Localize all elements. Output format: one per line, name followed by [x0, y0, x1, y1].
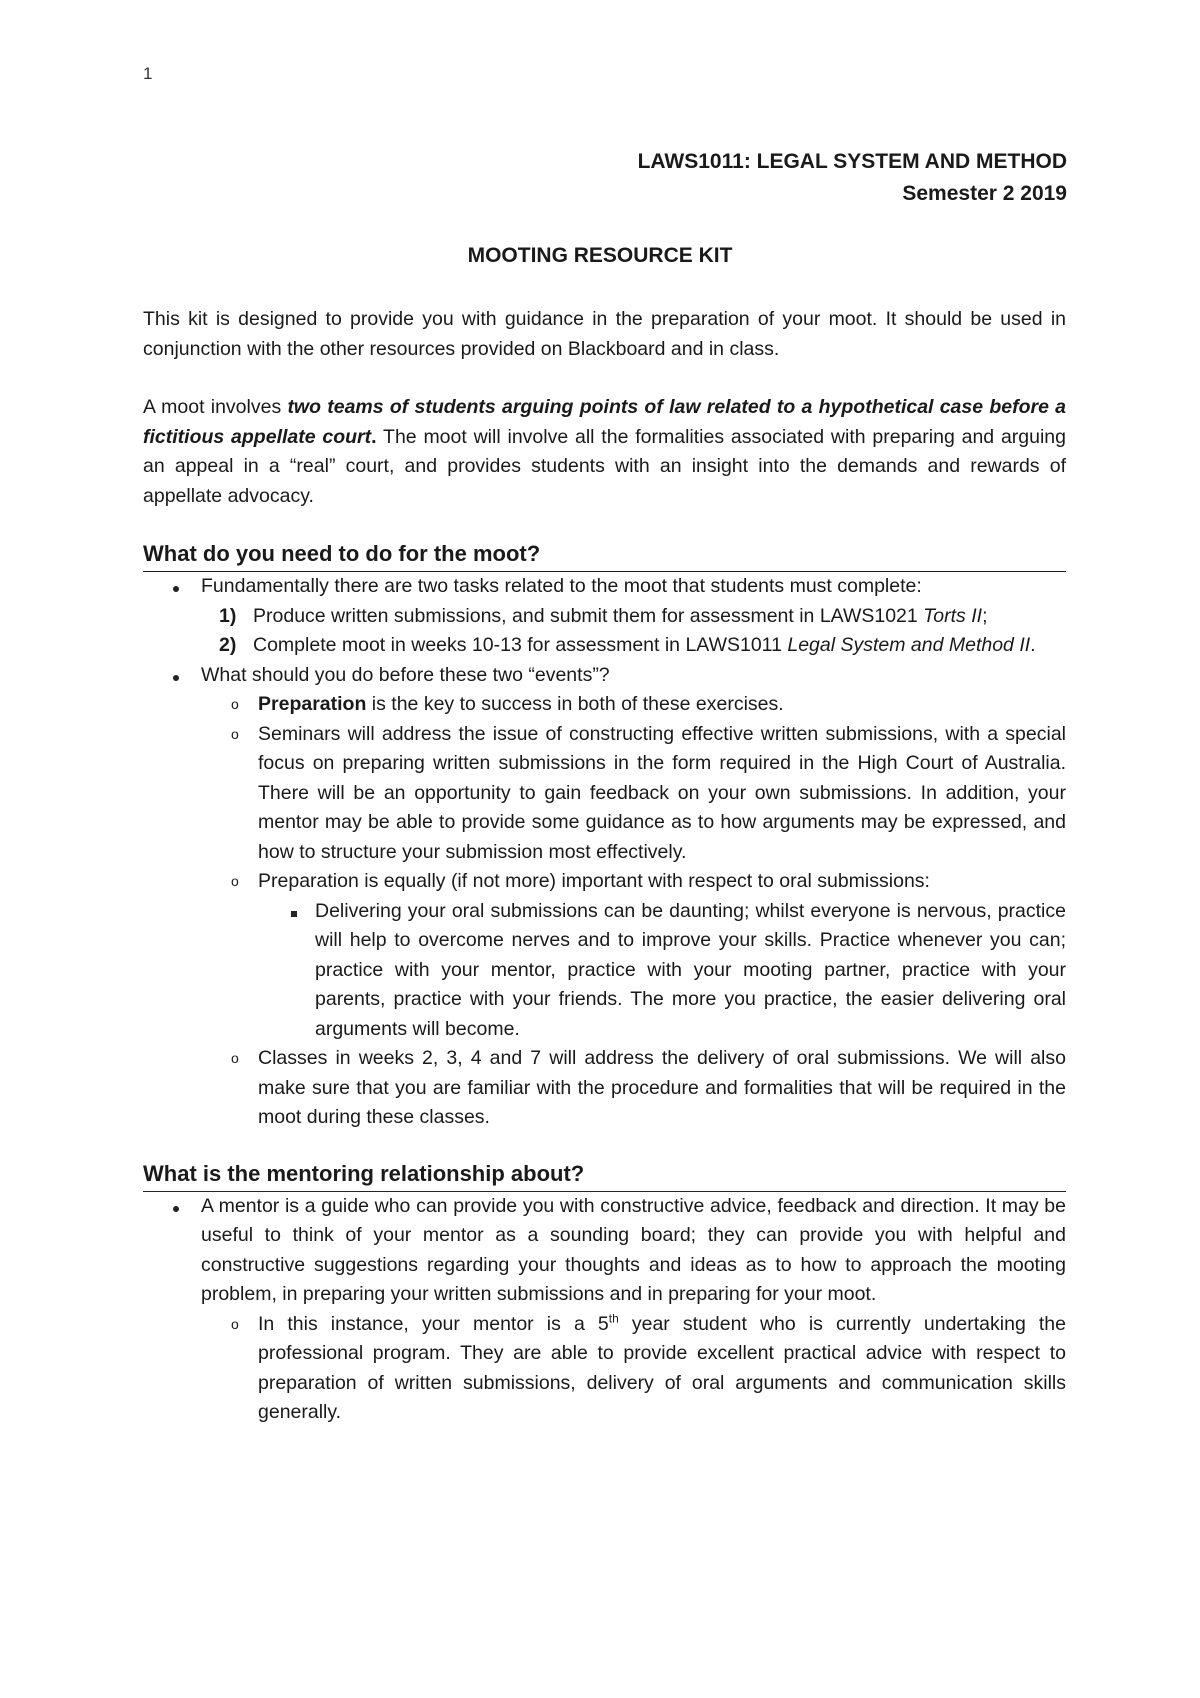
ring-bullet-icon: o	[231, 1315, 239, 1332]
semester-label: Semester 2 2019	[902, 182, 1067, 205]
list-item: o Classes in weeks 2, 3, 4 and 7 will address the delivery of oral submissions. We will also make sure that you are familiar with the procedure and formalities that will be required in the moot during these classes.	[143, 1044, 1066, 1133]
list-item: Delivering your oral submissions can be daunting; whilst everyone is nervous, practice will help to overcome nerves and to improve your skills. Practice whenever you can; practice with your mentor, practice with your mooting partner, practice with your parents, practice with your friends. The more you practice, the easier delivering oral arguments will become.	[143, 897, 1066, 1045]
sub-bullet-icon: o	[231, 873, 239, 889]
square-bullet-icon	[291, 911, 297, 917]
section-heading-moot-tasks: What do you need to do for the moot?	[143, 539, 1066, 572]
sub-bullet-icon: o	[231, 1050, 239, 1066]
document-body	[143, 305, 1066, 1428]
bullet-icon	[173, 675, 179, 681]
bullet-icon	[173, 586, 179, 592]
sub-bullet-icon: o	[231, 696, 239, 712]
list-item: 1) Produce written submissions, and submit them for assessment in LAWS1021 Torts II;	[219, 604, 988, 627]
list-item: What should you do before these two “events”?	[143, 661, 1066, 691]
intro-paragraph-1: This kit is designed to provide you with guidance in the preparation of your moot. It should be used in conjunction with the other resources provided on Blackboard and in class.	[143, 308, 1066, 360]
list-item: o Preparation is the key to success in both of these exercises.	[143, 690, 1066, 720]
list-item: 2) Complete moot in weeks 10-13 for assessment in LAWS1011 Legal System and Method II.	[219, 634, 1036, 656]
page-number: 1	[143, 64, 153, 83]
course-title: LAWS1011: LEGAL SYSTEM AND METHOD	[637, 150, 1067, 173]
moot-definition: two teams of students arguing points of law related to a hypothetical case before a fictitious appellate court	[143, 396, 1067, 448]
title-block	[638, 146, 1067, 210]
list-item: A mentor is a guide who can provide you with constructive advice, feedback and direction. It may be useful to think of your mentor as a sounding board; they can provide you with helpful and constructive suggestions regarding your thoughts and ideas as to how to approach the mooting problem, in preparing your written submissions and in preparing for your moot.	[143, 1192, 1066, 1310]
kit-title: MOOTING RESOURCE KIT	[467, 244, 733, 267]
section-heading-mentoring: What is the mentoring relationship about?	[143, 1159, 1066, 1192]
bullet-icon	[173, 1206, 179, 1212]
list-item: o In this instance, your mentor is a 5th year student who is currently undertaking the professional program. They are able to provide excellent practical advice with respect to preparation of written submissions, delivery of oral arguments and communication skills generally.	[231, 1311, 1066, 1423]
list-item: o Preparation is equally (if not more) important with respect to oral submissions:	[143, 867, 1066, 897]
list-item: Fundamentally there are two tasks related to the moot that students must complete:	[143, 572, 1066, 602]
intro-paragraph-2: A moot involves two teams of students arguing points of law related to a hypothetical case before a fictitious appellate court. The moot will involve all the formalities associated with preparing and arguing an appeal in a “real” court, and provides students with an insight into the demands and rewards of appellate advocacy.	[143, 396, 1067, 507]
list-item: o Seminars will address the issue of constructing effective written submissions, with a special focus on preparing written submissions in the form required in the High Court of Australia. There will be an opportunity to gain feedback on your own submissions. In addition, your mentor may be able to provide some guidance as to how arguments may be expressed, and how to structure your submission most effectively.	[143, 720, 1066, 868]
sub-bullet-icon: o	[231, 725, 239, 742]
